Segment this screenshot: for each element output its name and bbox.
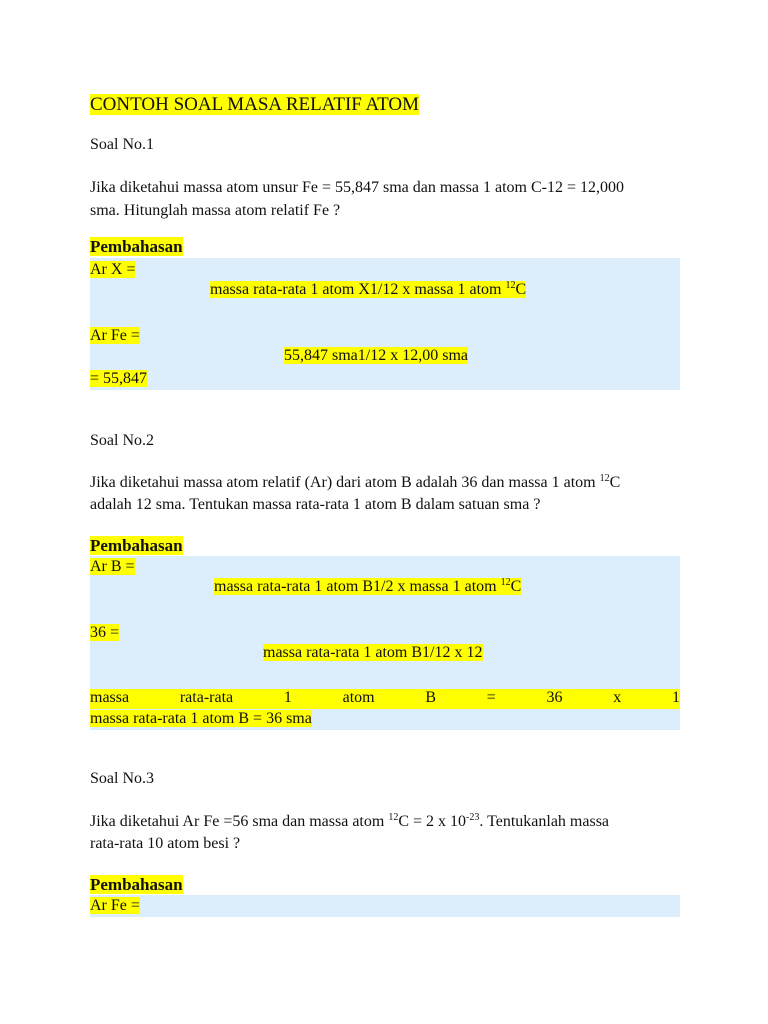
justified-word: 1 bbox=[283, 689, 292, 706]
soal2-question-line2: adalah 12 sma. Tentukan massa rata-rata 1 atom B dalam satuan sma ? bbox=[90, 496, 541, 513]
soal2-formula2 bbox=[263, 644, 483, 662]
soal1-result-text: = 55,847 bbox=[90, 370, 148, 387]
soal2-36 bbox=[90, 624, 119, 642]
soal1-arfe-text: Ar Fe = bbox=[90, 327, 140, 344]
soal2-question-line1 bbox=[90, 474, 620, 492]
soal1-arx-text: Ar X = bbox=[90, 261, 136, 278]
soal3-question-line2: rata-rata 10 atom besi ? bbox=[90, 835, 241, 852]
soal1-pembahasan-text: Pembahasan bbox=[90, 237, 183, 256]
page-title-text: CONTOH SOAL MASA RELATIF ATOM bbox=[90, 94, 420, 115]
soal2-pembahasan-text: Pembahasan bbox=[90, 536, 183, 555]
soal1-formula1-end: C bbox=[515, 281, 527, 298]
soal3-arfe bbox=[90, 897, 140, 915]
soal2-formula1-sup: 12 bbox=[500, 577, 511, 588]
soal2-question-end: C bbox=[609, 474, 621, 491]
soal2-heading: Soal No.2 bbox=[90, 432, 154, 449]
soal1-heading: Soal No.1 bbox=[90, 136, 154, 153]
justified-word: atom bbox=[342, 689, 375, 706]
justified-word: rata-rata bbox=[179, 689, 234, 706]
soal1-solution-box bbox=[90, 258, 680, 390]
soal2-question-main: Jika diketahui massa atom relatif (Ar) dari atom B adalah 36 dan massa 1 atom bbox=[90, 474, 600, 491]
page-title bbox=[90, 94, 419, 116]
justified-word: = bbox=[486, 689, 496, 706]
soal2-arb bbox=[90, 558, 135, 576]
soal3-question-part3: . Tentukanlah massa bbox=[479, 813, 610, 830]
soal1-formula1-main: massa rata-rata 1 atom X1/12 x massa 1 atom bbox=[210, 281, 506, 298]
soal2-formula1-text bbox=[214, 578, 521, 595]
soal2-result bbox=[90, 710, 312, 728]
soal2-result-text: massa rata-rata 1 atom B = 36 sma bbox=[90, 710, 312, 727]
soal1-result bbox=[90, 370, 147, 388]
soal2-question-sup: 12 bbox=[599, 473, 610, 484]
soal1-formula2 bbox=[284, 347, 468, 365]
soal2-justified-line bbox=[90, 689, 680, 709]
justified-word: 1 bbox=[671, 689, 680, 706]
soal2-formula1-main: massa rata-rata 1 atom B1/2 x massa 1 atom bbox=[214, 578, 501, 595]
soal1-formula1-text bbox=[210, 281, 526, 298]
soal1-question-line2: sma. Hitunglah massa atom relatif Fe ? bbox=[90, 202, 341, 219]
soal3-pembahasan-text: Pembahasan bbox=[90, 875, 183, 894]
soal1-arx bbox=[90, 261, 135, 279]
soal2-formula1 bbox=[214, 578, 521, 596]
soal2-pembahasan-label bbox=[90, 536, 183, 556]
soal3-arfe-text: Ar Fe = bbox=[90, 897, 140, 914]
soal2-formula2-text: massa rata-rata 1 atom B1/12 x 12 bbox=[263, 644, 483, 661]
soal3-question-line1 bbox=[90, 813, 609, 831]
soal1-arfe bbox=[90, 327, 140, 345]
soal3-heading: Soal No.3 bbox=[90, 770, 154, 787]
soal3-question-sup1: 12 bbox=[388, 812, 399, 823]
soal2-formula1-end: C bbox=[510, 578, 522, 595]
justified-word: x bbox=[613, 689, 622, 706]
justified-word: 36 bbox=[546, 689, 563, 706]
soal2-36-text: 36 = bbox=[90, 624, 120, 641]
soal2-arb-text: Ar B = bbox=[90, 558, 135, 575]
soal3-question-part2: C = 2 x 10 bbox=[398, 813, 467, 830]
justified-word: massa bbox=[90, 689, 130, 706]
soal1-formula2-text: 55,847 sma1/12 x 12,00 sma bbox=[284, 347, 468, 364]
soal1-question-line1: Jika diketahui massa atom unsur Fe = 55,847 sma dan massa 1 atom C-12 = 12,000 bbox=[90, 179, 624, 196]
soal1-formula1 bbox=[210, 281, 526, 299]
soal1-pembahasan-label bbox=[90, 237, 183, 257]
soal3-question-sup2: -23 bbox=[466, 812, 480, 823]
soal3-solution-box bbox=[90, 895, 680, 917]
justified-word: B bbox=[425, 689, 436, 706]
soal3-question-part1: Jika diketahui Ar Fe =56 sma dan massa atom bbox=[90, 813, 389, 830]
soal3-pembahasan-label bbox=[90, 875, 183, 895]
soal1-formula1-sup: 12 bbox=[505, 280, 516, 291]
